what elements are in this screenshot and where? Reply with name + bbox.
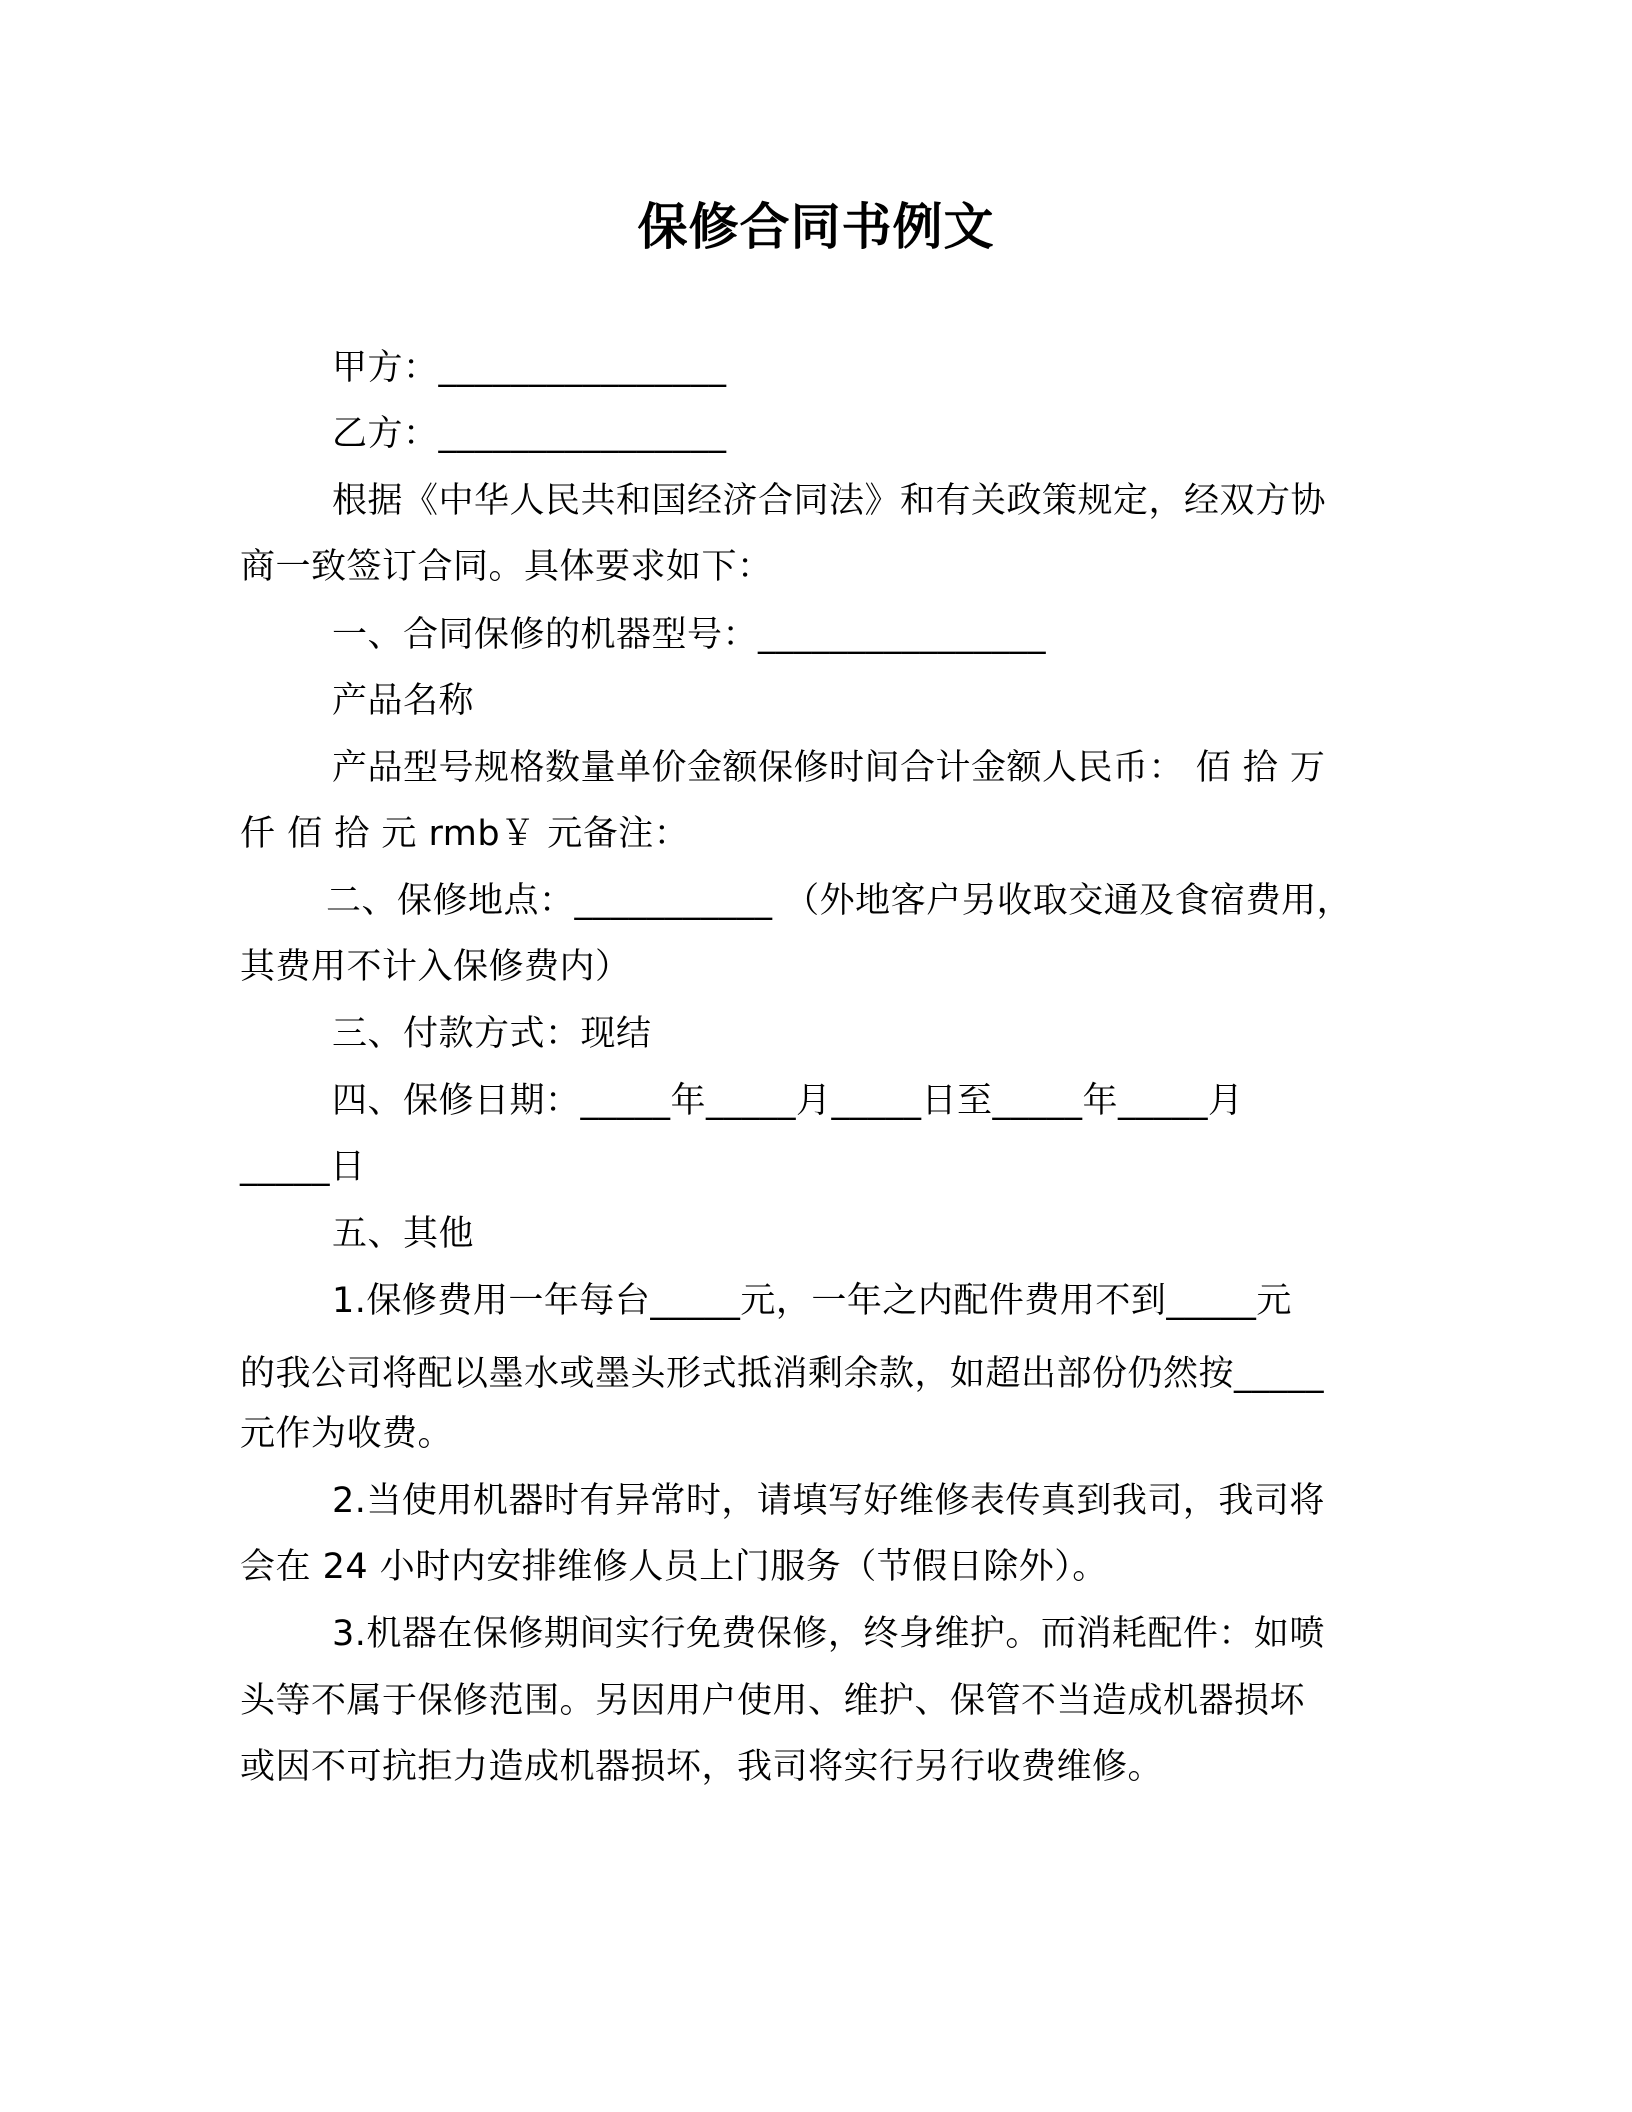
party-a-line: 甲方：________________ xyxy=(332,348,727,388)
preamble-line-1: 根据《中华人民共和国经济合同法》和有关政策规定，经双方协 xyxy=(332,481,1327,521)
clause-2-line-1: 2.当使用机器时有异常时，请填写好维修表传真到我司，我司将 xyxy=(332,1481,1325,1521)
clause-3-line-3: 或因不可抗拒力造成机器损坏，我司将实行另行收费维修。 xyxy=(240,1747,1164,1787)
product-name-line: 产品名称 xyxy=(332,681,475,721)
section-1-heading: 一、合同保修的机器型号：________________ xyxy=(332,615,1047,655)
clause-1-line-3: 元作为收费。 xyxy=(240,1414,454,1454)
product-spec-line-1: 产品型号规格数量单价金额保修时间合计金额人民币： 佰 拾 万 xyxy=(332,748,1326,788)
clause-1-line-1: 1.保修费用一年每台_____元，一年之内配件费用不到_____元 xyxy=(332,1281,1292,1321)
section-2-line-2: 其费用不计入保修费内） xyxy=(240,947,631,987)
clause-3-line-2: 头等不属于保修范围。另因用户使用、维护、保管不当造成机器损坏 xyxy=(240,1681,1306,1721)
document-title: 保修合同书例文 xyxy=(637,198,995,256)
clause-2-line-2: 会在 24 小时内安排维修人员上门服务（节假日除外）。 xyxy=(240,1547,1108,1587)
section-4-line-2: _____日 xyxy=(240,1147,366,1187)
product-spec-line-2: 仟 佰 拾 元 rmb￥ 元备注： xyxy=(240,814,690,854)
clause-1-line-2: 的我公司将配以墨水或墨头形式抵消剩余款，如超出部份仍然按_____ xyxy=(240,1354,1325,1394)
section-2-line-1: 二、保修地点：___________ （外地客户另收取交通及食宿费用， xyxy=(326,881,1353,921)
section-4-line-1: 四、保修日期：_____年_____月_____日至_____年_____月 xyxy=(332,1081,1244,1121)
party-b-line: 乙方：________________ xyxy=(332,414,727,454)
preamble-line-2: 商一致签订合同。具体要求如下： xyxy=(240,547,773,587)
clause-3-line-1: 3.机器在保修期间实行免费保修，终身维护。而消耗配件：如喷 xyxy=(332,1614,1325,1654)
section-5-heading: 五、其他 xyxy=(332,1214,475,1254)
section-3-line: 三、付款方式：现结 xyxy=(332,1014,652,1054)
